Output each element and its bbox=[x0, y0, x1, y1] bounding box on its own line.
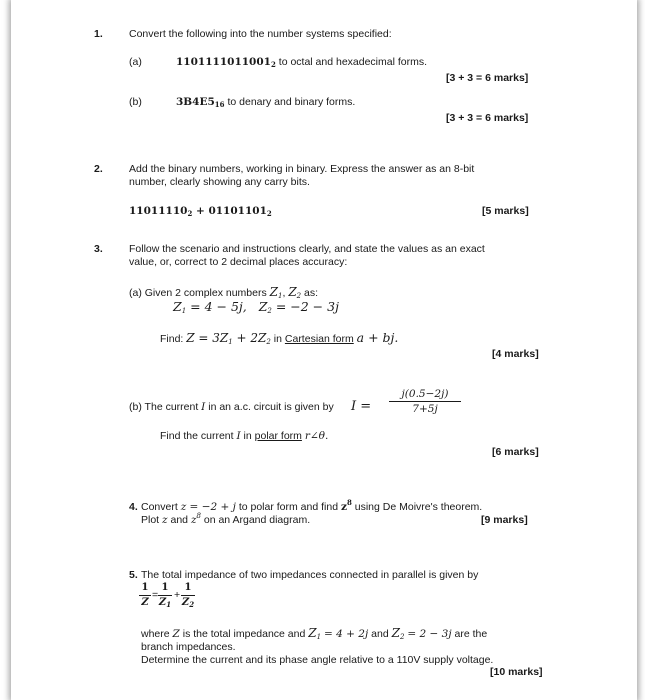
exam-page bbox=[11, 0, 637, 700]
q4-z: z bbox=[162, 514, 168, 526]
q3a-equations bbox=[173, 300, 339, 314]
q3b-fraction bbox=[389, 388, 461, 415]
q5-frac-lhs-den: Z bbox=[141, 597, 149, 608]
q1a-marks: [3 + 3 = 6 marks] bbox=[446, 72, 529, 84]
q3a-expr-sub1: 1 bbox=[228, 338, 233, 346]
q4-line1c: to polar form and find bbox=[238, 501, 339, 513]
q4-line1b: z = −2 + j bbox=[180, 501, 236, 513]
q4-line2b: and bbox=[170, 514, 189, 526]
q3a-z2-sub: 2 bbox=[296, 292, 302, 300]
q1b-value: 3B4E5 bbox=[176, 96, 215, 108]
q3a-marks: [4 marks] bbox=[492, 348, 539, 360]
q3a-expr-mid: + 2Z bbox=[232, 331, 267, 345]
q5-frac-1 bbox=[158, 582, 172, 609]
q5-frac-plus: + bbox=[174, 589, 181, 601]
q3b-polar-expr: r∠θ. bbox=[304, 430, 329, 442]
q2-base2: 2 bbox=[266, 209, 272, 218]
q3a-find-line bbox=[160, 332, 398, 345]
q3a-in: in bbox=[273, 333, 282, 345]
q1-number: 1. bbox=[94, 28, 103, 40]
q3b-marks: [6 marks] bbox=[492, 446, 539, 458]
q3a-expr: Z = 3Z bbox=[186, 331, 229, 345]
q5-frac-lhs-num: 1 bbox=[139, 582, 151, 596]
q2-operand2: 01101101 bbox=[208, 205, 267, 217]
q2-line2: number, clearly showing any carry bits. bbox=[129, 176, 310, 188]
q3a-comma: , bbox=[282, 287, 286, 299]
q3a-eq1-sub: 1 bbox=[181, 307, 187, 315]
q4-line2a: Plot bbox=[141, 514, 160, 526]
q3a-cartesian: Cartesian form bbox=[284, 333, 354, 345]
q3a-intro: (a) Given 2 complex numbers bbox=[129, 287, 267, 299]
q5-are-the: are the bbox=[454, 628, 488, 640]
q4-line2 bbox=[141, 514, 310, 526]
q1a-text bbox=[176, 56, 427, 68]
q4-line1d: using De Moivre's theorem. bbox=[354, 501, 483, 513]
q5-frac-1-num: 1 bbox=[158, 582, 172, 596]
q5-z1-eq: = 4 + 2j bbox=[324, 628, 369, 640]
q3b-find-line bbox=[160, 430, 328, 442]
q3b-lhs: I = bbox=[351, 399, 372, 414]
q3a-z1-label: Z bbox=[269, 285, 278, 299]
q2-plus: + bbox=[192, 205, 209, 217]
q5-frac-lhs bbox=[139, 582, 151, 609]
q3a-intro-line bbox=[129, 286, 318, 299]
q5-frac-2-num: 1 bbox=[181, 582, 195, 596]
q3a-eq1: = 4 − 5j, bbox=[190, 299, 247, 314]
q4-number: 4. bbox=[129, 501, 138, 513]
q1b-marks: [3 + 3 = 6 marks] bbox=[446, 112, 529, 124]
q2-operand1: 11011110 bbox=[129, 205, 188, 217]
q4-line2c: on an Argand diagram. bbox=[203, 514, 311, 526]
q1a-label: (a) bbox=[129, 56, 142, 68]
q5-z2: Z bbox=[391, 626, 400, 640]
q2-number: 2. bbox=[94, 163, 103, 175]
q5-frac-1-den bbox=[158, 596, 172, 609]
q3a-z1-sub: 1 bbox=[278, 292, 283, 300]
q4-pow8: 8 bbox=[346, 498, 352, 507]
q5-where1: where bbox=[141, 628, 170, 640]
q3a-find: Find: bbox=[160, 333, 184, 345]
q3b-rest: in an a.c. circuit is given by bbox=[208, 401, 334, 413]
q5-where-z: Z bbox=[172, 628, 180, 640]
q2-line1: Add the binary numbers, working in binary. Express the answer as an 8-bit bbox=[129, 163, 475, 175]
q1b-base: 16 bbox=[214, 100, 225, 109]
q5-frac-2-den bbox=[181, 596, 195, 609]
q3b-denominator: 7+5j bbox=[412, 403, 438, 415]
q3-number: 3. bbox=[94, 243, 103, 255]
q5-frac-1-z: Z bbox=[158, 597, 167, 608]
q5-frac-1-sub: 1 bbox=[166, 600, 172, 609]
q5-z1: Z bbox=[308, 626, 317, 640]
q3-line2: value, or, correct to 2 decimal places accuracy: bbox=[129, 256, 348, 268]
q5-frac-2-sub: 2 bbox=[189, 600, 195, 609]
q3a-eq2-z: Z bbox=[258, 299, 268, 314]
q2-expression bbox=[129, 205, 272, 217]
q5-marks: [10 marks] bbox=[490, 666, 543, 678]
q2-marks: [5 marks] bbox=[482, 205, 529, 217]
q5-line4: Determine the current and its phase angle relative to a 110V supply voltage. bbox=[141, 654, 494, 666]
q5-where2: is the total impedance and bbox=[182, 628, 306, 640]
q4-z8: z bbox=[340, 501, 347, 513]
q5-frac-2 bbox=[181, 582, 195, 609]
q3a-z2-label: Z bbox=[288, 285, 297, 299]
q4-line1a: Convert bbox=[141, 501, 178, 513]
q3b-find-i: I bbox=[236, 430, 241, 442]
q1-intro: Convert the following into the number systems specified: bbox=[129, 28, 392, 40]
q5-z1-sub: 1 bbox=[316, 633, 322, 641]
q4-z8b: z bbox=[190, 514, 197, 526]
q1a-value: 1101111011001 bbox=[176, 56, 271, 68]
q3a-expr-sub2: 2 bbox=[266, 338, 271, 346]
q5-line3: branch impedances. bbox=[141, 641, 236, 653]
q3-line1: Follow the scenario and instructions clearly, and state the values as an exact bbox=[129, 243, 485, 255]
q3a-as: as: bbox=[304, 287, 319, 299]
q3b-find1: Find the current bbox=[160, 430, 234, 442]
q3b-numerator: j(0.5−2j) bbox=[389, 388, 461, 402]
q2-base1: 2 bbox=[187, 209, 193, 218]
q3b-line bbox=[129, 401, 334, 413]
q5-line1: The total impedance of two impedances connected in parallel is given by bbox=[141, 569, 479, 581]
q5-z2-eq: = 2 − 3j bbox=[407, 628, 452, 640]
q5-z2-sub: 2 bbox=[399, 633, 405, 641]
q1b-label: (b) bbox=[129, 96, 142, 108]
q1a-base: 2 bbox=[270, 60, 276, 69]
q5-and: and bbox=[371, 628, 389, 640]
q3a-eq2-sub: 2 bbox=[267, 307, 272, 315]
q5-frac-2-z: Z bbox=[181, 597, 190, 608]
q4-pow8b: 8 bbox=[196, 512, 201, 520]
q3b-find2: in bbox=[243, 430, 252, 442]
q4-marks: [9 marks] bbox=[481, 514, 528, 526]
q1a-instruction: to octal and hexadecimal forms. bbox=[278, 56, 428, 68]
q5-frac-eq: = bbox=[152, 589, 159, 601]
q3b-i: I bbox=[201, 401, 206, 413]
q3a-eq2: = −2 − 3j bbox=[275, 299, 339, 314]
q1b-instruction: to denary and binary forms. bbox=[227, 96, 356, 108]
q3b-polar: polar form bbox=[254, 430, 302, 442]
q4-line1 bbox=[141, 498, 483, 513]
q3a-eq1-z: Z bbox=[173, 299, 182, 314]
q5-number: 5. bbox=[129, 569, 138, 581]
q3a-form: a + bj. bbox=[356, 330, 399, 345]
q5-where-line bbox=[141, 627, 487, 640]
q3b-intro: (b) The current bbox=[129, 401, 199, 413]
q1b-text bbox=[176, 96, 355, 108]
